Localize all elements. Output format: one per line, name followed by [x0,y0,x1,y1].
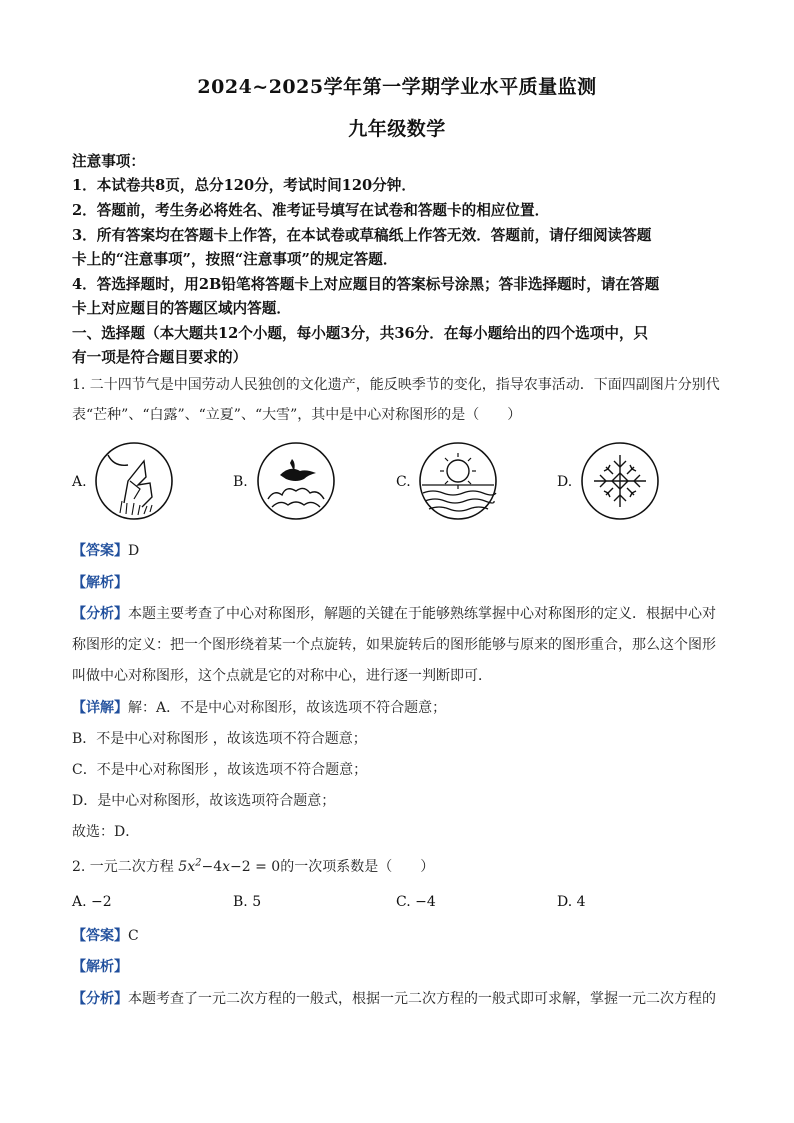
q2-answer [72,925,139,945]
answer-tag-2: 【答案】 [72,928,128,944]
q1-option-a-label: A. [72,474,87,490]
note-2: 2．答题前，考生务必将姓名、准考证号填写在试卷和答题卡的相应位置． [72,202,550,219]
q2-choice-b: B. 5 [233,894,262,910]
q2-fenxi-line1 [72,988,716,1008]
daxue-snowflake-picture [580,441,660,521]
q1-detail-b: B．不是中心对称图形 ，故该选项不符合题意； [72,731,367,747]
eq-tail: −2 = 0 [230,859,281,875]
analysis-tag: 【解析】 [72,575,128,591]
analysis-tag-2: 【解析】 [72,959,128,975]
q1-fenxi-text1: 本题主要考查了中心对称图形，解题的关键在于能够熟练掌握中心对称图形的定义．根据中心对 [128,606,716,622]
q1-analysis-heading [72,572,128,592]
q1-stem-line1: 1. 二十四节气是中国劳动人民独创的文化遗产，能反映季节的变化，指导农事活动．下面四副图片分别代 [72,377,720,393]
fenxi-tag: 【分析】 [72,606,128,622]
eq-var-2: x [222,859,231,875]
q1-option-d-label: D. [557,474,573,490]
note-4b: 卡上对应题目的答题区域内答题． [72,300,291,317]
note-3b: 卡上的“注意事项”，按照“注意事项”的规定答题． [72,251,398,268]
q2-stem-pre: 2. 一元二次方程 [72,859,174,875]
q2-choice-d: D. 4 [557,894,586,910]
eq-linear-coef: −4 [201,859,223,875]
q2-analysis-heading [72,956,128,976]
q1-option-b-label: B. [233,474,248,490]
xiangjie-tag: 【详解】 [72,700,128,716]
q2-answer-value: C [128,928,139,944]
answer-tag: 【答案】 [72,543,128,559]
section-heading-line2: 有一项是符合题目要求的） [72,349,248,366]
section-heading-line1: 一、选择题（本大题共12个小题，每小题3分，共36分．在每小题给出的四个选项中，只 [72,325,649,342]
eq-var: x [187,859,196,875]
exam-subtitle: 九年级数学 [348,118,446,140]
q2-equation [178,859,280,875]
q1-xiangjie-text1: 解：A．不是中心对称图形，故该选项不符合题意； [128,700,447,716]
q1-answer [72,540,139,560]
note-3a: 3．所有答案均在答题卡上作答，在本试卷或草稿纸上作答无效．答题前，请仔细阅读答题 [72,227,652,244]
q2-stem-post: 的一次项系数是（ ） [280,859,435,875]
q1-detail-d: D．是中心对称图形，故该选项符合题意； [72,793,336,809]
note-1: 1．本试卷共8页，总分120分，考试时间120分钟． [72,177,416,194]
q1-fenxi-line3: 叫做中心对称图形，这个点就是它的对称中心，进行逐一判断即可． [72,668,492,684]
q1-option-c-label: C. [396,474,411,490]
notes-heading: 注意事项： [72,153,145,170]
mangzhong-picture [94,441,174,521]
q1-answer-value: D [128,543,140,559]
eq-exponent: 2 [195,857,202,869]
q1-choose: 故选：D． [72,824,140,840]
fenxi-tag-2: 【分析】 [72,991,128,1007]
q1-fenxi-line1 [72,603,716,623]
exam-title: 2024~2025学年第一学期学业水平质量监测 [197,76,597,98]
q1-fenxi-line2: 称图形的定义：把一个图形绕着某一个点旋转，如果旋转后的图形能够与原来的图形重合，那么这个图形 [72,637,716,653]
q2-stem [72,856,434,876]
q1-detail-c: C．不是中心对称图形 ，故该选项不符合题意； [72,762,368,778]
q1-xiangjie-line1 [72,697,446,717]
note-4a: 4．答选择题时，用2B铅笔将答题卡上对应题目的答案标号涂黑；答非选择题时，请在答题 [72,276,660,293]
bailu-picture [256,441,336,521]
lixia-picture [418,441,498,521]
q1-stem-line2: 表“芒种”、“白露”、“立夏”、“大雪”，其中是中心对称图形的是（ ） [72,407,522,423]
eq-coef: 5 [178,859,188,875]
q2-choice-c: C. −4 [396,894,436,910]
q2-fenxi-text1: 本题考查了一元二次方程的一般式，根据一元二次方程的一般式即可求解，掌握一元二次方程的 [128,991,716,1007]
q2-choice-a: A. −2 [72,894,112,910]
